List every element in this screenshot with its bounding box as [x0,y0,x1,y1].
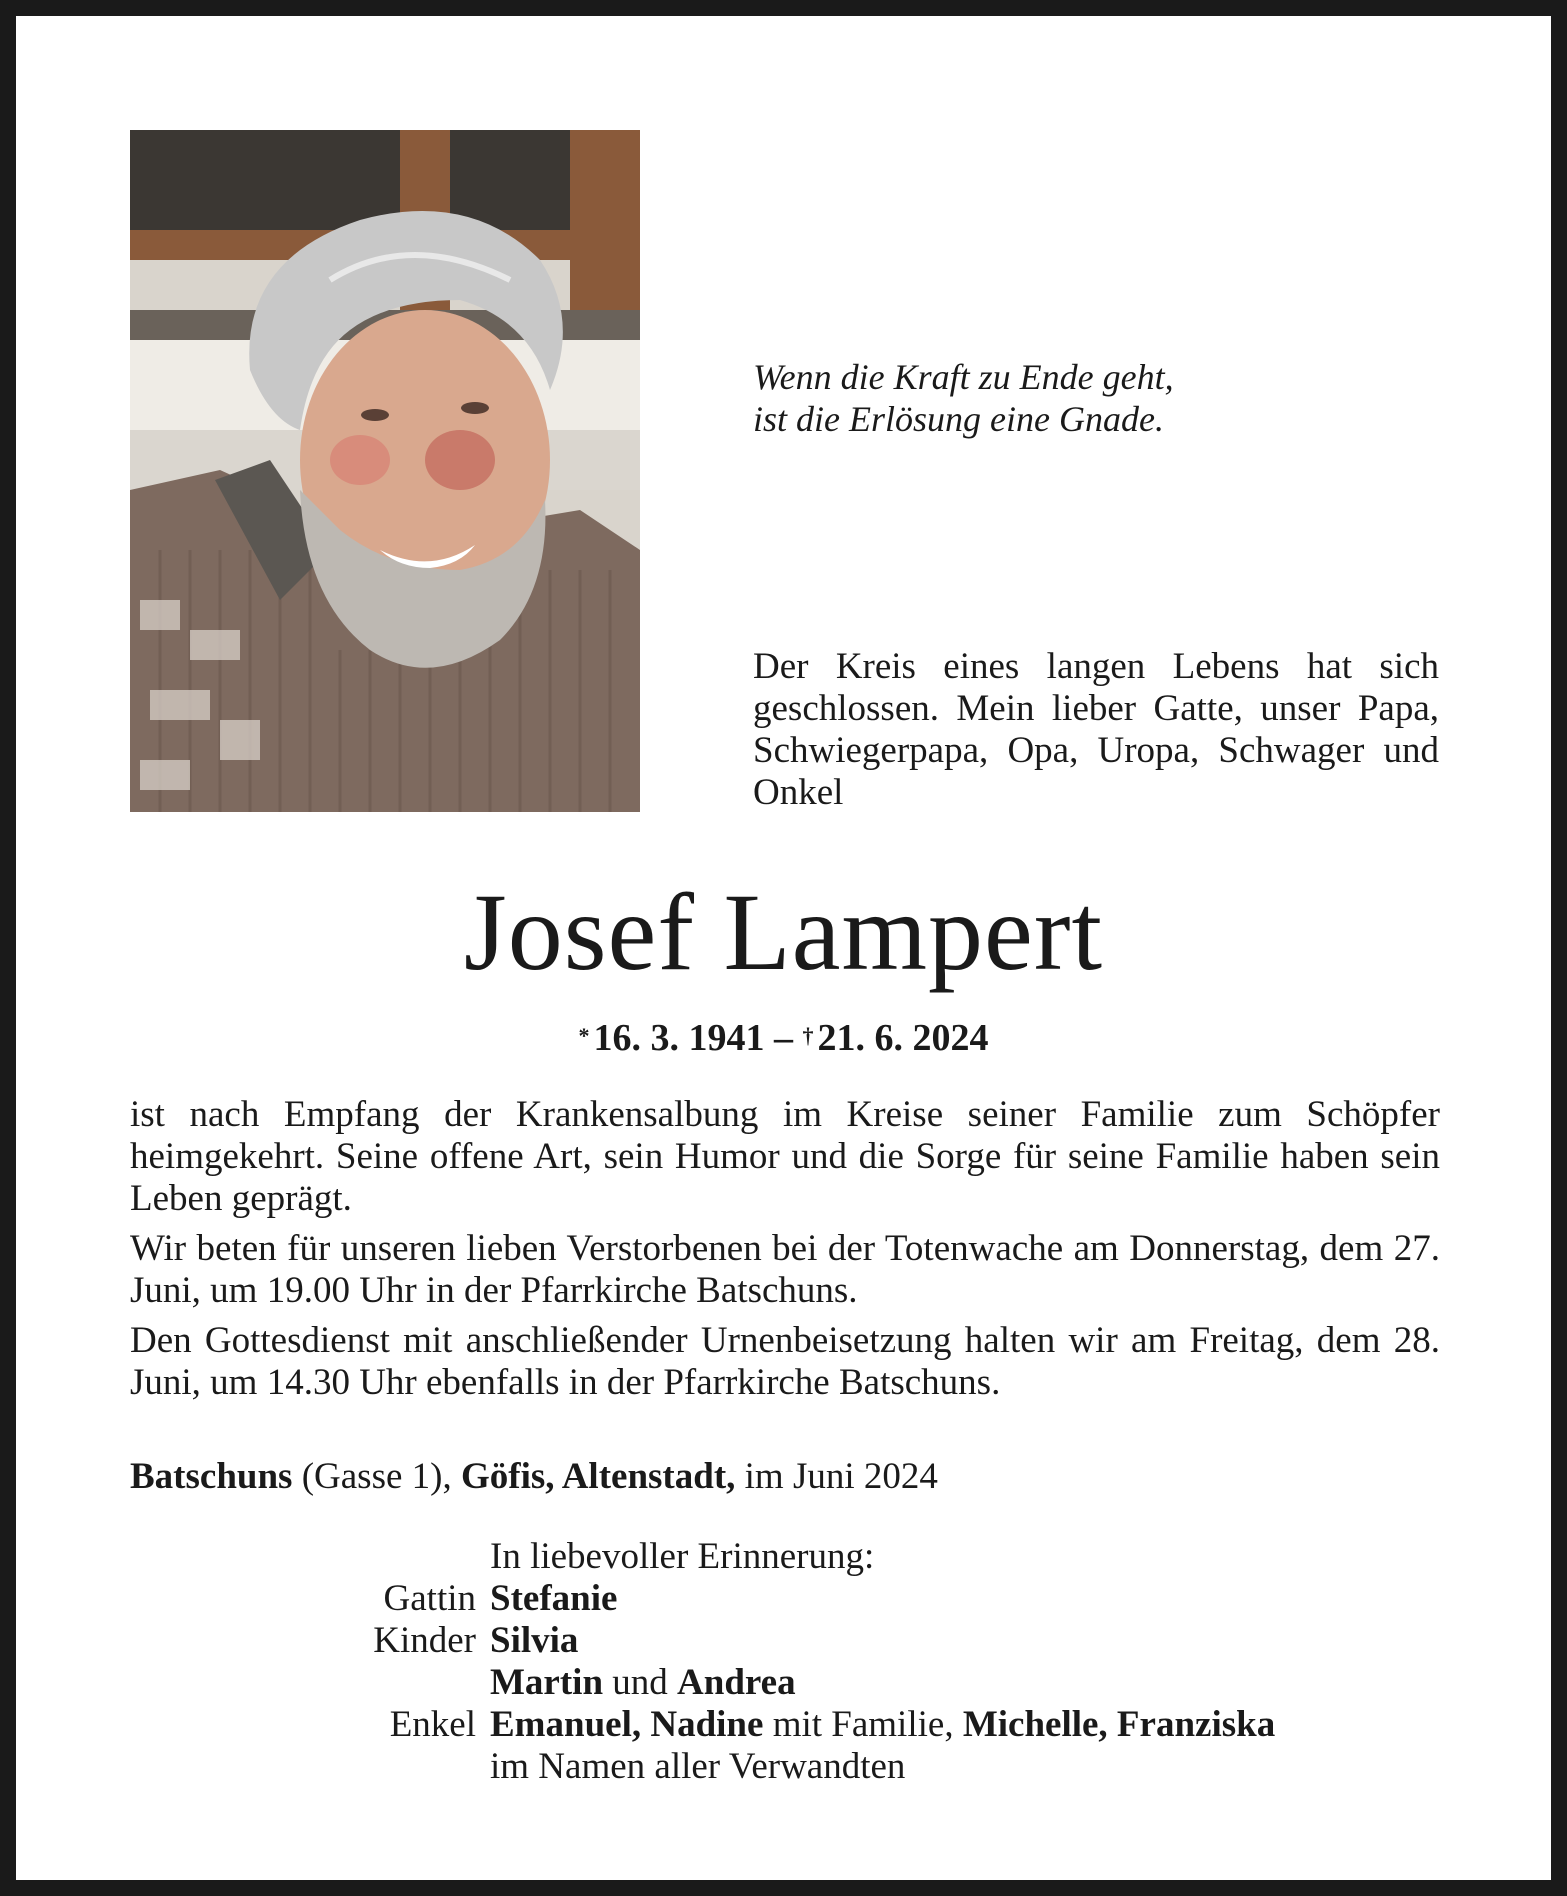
mourners-closing-row [130,1746,1460,1788]
mourners-list [130,1536,1460,1788]
mourner-connector: und [603,1662,678,1703]
role-label-gattin: Gattin [383,1578,476,1619]
quote-line-1: Wenn die Kraft zu Ende geht, [753,357,1174,397]
portrait-image [130,130,640,812]
date-separator: – [774,1017,793,1059]
mourner-row-enkel [130,1704,1460,1746]
mourners-heading-row [130,1536,1460,1578]
death-symbol: † [802,1023,814,1048]
mourner-row-gattin [130,1578,1460,1620]
mourner-name: Silvia [490,1620,579,1661]
deceased-name: Josef Lampert [463,871,1104,993]
portrait-photo [130,130,640,812]
place-town-1: Batschuns [130,1456,293,1497]
intro-text: Der Kreis eines langen Lebens hat sich geschlossen. Mein lieber Gatte, unser Papa, Schwiegerpapa, Opa, Uropa, Schwager und Onkel [753,646,1439,813]
place-town-2: Göfis, Altenstadt, [460,1456,736,1497]
mourner-row-kinder-2 [130,1662,1460,1704]
body-paragraph-3: Den Gottesdienst mit anschließender Urnenbeisetzung halten wir am Freitag, dem 28. Juni, um 14.30 Uhr ebenfalls in der Pfarrkirche Batschuns. [130,1320,1440,1403]
mourners-closing: im Namen aller Verwandten [490,1746,906,1787]
birth-symbol: * [578,1023,590,1048]
place-and-date [130,1456,1440,1498]
mourner-name: Martin [490,1662,604,1703]
mourner-name: Emanuel, Nadine [490,1704,764,1745]
body-paragraph-2: Wir beten für unseren lieben Verstorbenen bei der Totenwache am Donnerstag, dem 27. Juni, um 19.00 Uhr in der Pfarrkirche Batschuns. [130,1228,1440,1311]
life-dates [16,1016,1551,1060]
mourner-name: Michelle, Franziska [962,1704,1276,1745]
role-label-enkel: Enkel [389,1704,476,1745]
mourner-row-kinder [130,1620,1460,1662]
mourners-heading: In liebevoller Erinnerung: [490,1536,875,1577]
role-label-kinder: Kinder [373,1620,476,1661]
birth-date: 16. 3. 1941 [593,1017,765,1059]
mourner-name: Andrea [677,1662,796,1703]
obituary-body [130,1094,1440,1412]
place-date: im Juni 2024 [735,1456,938,1497]
mourner-connector: mit Familie, [763,1704,963,1745]
quote-line-2: ist die Erlösung eine Gnade. [753,399,1164,439]
mourner-name: Stefanie [490,1578,618,1619]
quote [753,356,1453,440]
body-paragraph-1: ist nach Empfang der Krankensalbung im Kreise seiner Familie zum Schöpfer heimgekehrt. Seine offene Art, sein Humor und die Sorge für seine Familie haben sein Leben geprägt. [130,1094,1440,1219]
place-address: (Gasse 1), [292,1456,461,1497]
death-date: 21. 6. 2024 [817,1017,989,1059]
